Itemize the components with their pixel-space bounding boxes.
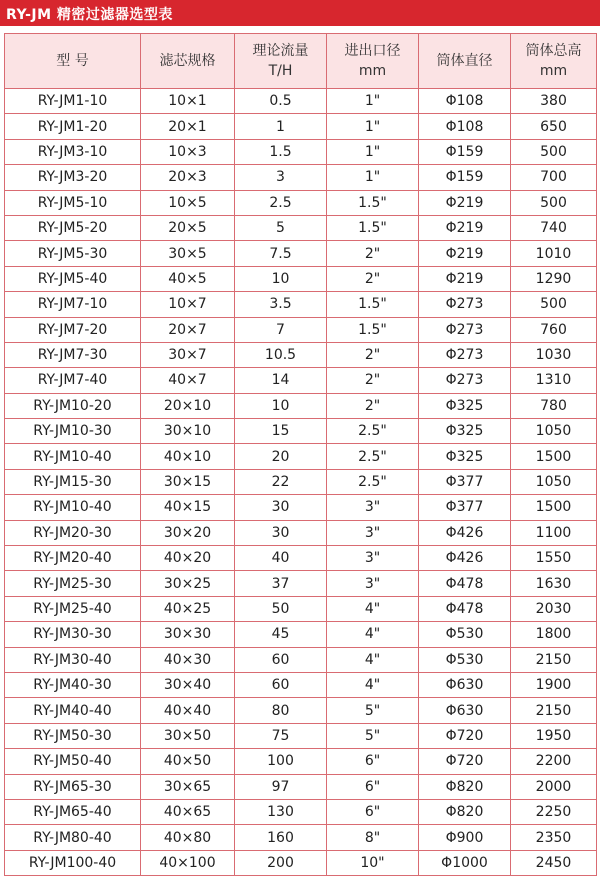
total-height-cell: 2350	[511, 825, 597, 850]
total-height-cell: 1310	[511, 368, 597, 393]
element-spec-cell: 30×30	[141, 622, 235, 647]
element-spec-cell: 40×30	[141, 647, 235, 672]
port-size-cell: 2"	[327, 266, 419, 291]
element-spec-cell: 40×20	[141, 546, 235, 571]
model-cell: RY-JM65-30	[5, 774, 141, 799]
column-header-label: 筒体总高	[525, 43, 582, 59]
port-size-cell: 3"	[327, 495, 419, 520]
shell-diameter-cell: Φ325	[419, 393, 511, 418]
port-size-cell: 1.5"	[327, 190, 419, 215]
flow-rate-cell: 1	[235, 114, 327, 139]
total-height-cell: 2030	[511, 596, 597, 621]
model-cell: RY-JM5-20	[5, 215, 141, 240]
element-spec-cell: 40×65	[141, 799, 235, 824]
model-cell: RY-JM1-10	[5, 89, 141, 114]
shell-diameter-cell: Φ530	[419, 647, 511, 672]
element-spec-cell: 30×5	[141, 241, 235, 266]
model-cell: RY-JM10-30	[5, 419, 141, 444]
total-height-cell: 1800	[511, 622, 597, 647]
shell-diameter-cell: Φ1000	[419, 850, 511, 875]
column-header	[235, 34, 327, 89]
port-size-cell: 3"	[327, 546, 419, 571]
flow-rate-cell: 3	[235, 165, 327, 190]
element-spec-cell: 20×7	[141, 317, 235, 342]
column-header-label: 筒体直径	[436, 53, 493, 69]
shell-diameter-cell: Φ630	[419, 698, 511, 723]
page-title: RY-JM 精密过滤器选型表	[6, 7, 173, 23]
element-spec-cell: 30×25	[141, 571, 235, 596]
flow-rate-cell: 45	[235, 622, 327, 647]
flow-rate-cell: 50	[235, 596, 327, 621]
flow-rate-cell: 60	[235, 647, 327, 672]
column-header	[5, 34, 141, 89]
port-size-cell: 1.5"	[327, 215, 419, 240]
flow-rate-cell: 22	[235, 469, 327, 494]
column-header-unit: mm	[539, 63, 568, 79]
model-cell: RY-JM30-40	[5, 647, 141, 672]
model-cell: RY-JM1-20	[5, 114, 141, 139]
port-size-cell: 3"	[327, 571, 419, 596]
flow-rate-cell: 80	[235, 698, 327, 723]
total-height-cell: 1050	[511, 419, 597, 444]
total-height-cell: 1950	[511, 723, 597, 748]
port-size-cell: 3"	[327, 520, 419, 545]
port-size-cell: 6"	[327, 774, 419, 799]
column-header-label: 理论流量	[252, 43, 309, 59]
shell-diameter-cell: Φ377	[419, 469, 511, 494]
port-size-cell: 6"	[327, 799, 419, 824]
table-row	[5, 165, 597, 190]
port-size-cell: 6"	[327, 749, 419, 774]
selection-table	[4, 33, 597, 876]
total-height-cell: 2450	[511, 850, 597, 875]
model-cell: RY-JM100-40	[5, 850, 141, 875]
flow-rate-cell: 10	[235, 393, 327, 418]
column-header-unit: mm	[358, 63, 387, 79]
table-row	[5, 89, 597, 114]
total-height-cell: 1290	[511, 266, 597, 291]
table-row	[5, 342, 597, 367]
table-row	[5, 825, 597, 850]
shell-diameter-cell: Φ478	[419, 596, 511, 621]
column-header	[141, 34, 235, 89]
flow-rate-cell: 200	[235, 850, 327, 875]
shell-diameter-cell: Φ720	[419, 723, 511, 748]
shell-diameter-cell: Φ325	[419, 444, 511, 469]
flow-rate-cell: 0.5	[235, 89, 327, 114]
table-row	[5, 190, 597, 215]
shell-diameter-cell: Φ219	[419, 190, 511, 215]
flow-rate-cell: 7	[235, 317, 327, 342]
table-row	[5, 393, 597, 418]
element-spec-cell: 20×5	[141, 215, 235, 240]
port-size-cell: 2"	[327, 342, 419, 367]
port-size-cell: 4"	[327, 672, 419, 697]
flow-rate-cell: 1.5	[235, 139, 327, 164]
total-height-cell: 1500	[511, 495, 597, 520]
header-row	[5, 34, 597, 89]
table-row	[5, 850, 597, 875]
flow-rate-cell: 14	[235, 368, 327, 393]
flow-rate-cell: 10	[235, 266, 327, 291]
port-size-cell: 2.5"	[327, 444, 419, 469]
table-row	[5, 495, 597, 520]
total-height-cell: 380	[511, 89, 597, 114]
table-row	[5, 749, 597, 774]
element-spec-cell: 40×25	[141, 596, 235, 621]
table-row	[5, 241, 597, 266]
column-header	[511, 34, 597, 89]
total-height-cell: 1630	[511, 571, 597, 596]
port-size-cell: 1"	[327, 89, 419, 114]
element-spec-cell: 40×40	[141, 698, 235, 723]
total-height-cell: 780	[511, 393, 597, 418]
flow-rate-cell: 160	[235, 825, 327, 850]
element-spec-cell: 20×3	[141, 165, 235, 190]
element-spec-cell: 30×10	[141, 419, 235, 444]
total-height-cell: 2150	[511, 698, 597, 723]
shell-diameter-cell: Φ720	[419, 749, 511, 774]
table-row	[5, 596, 597, 621]
element-spec-cell: 40×5	[141, 266, 235, 291]
table-row	[5, 799, 597, 824]
total-height-cell: 2250	[511, 799, 597, 824]
model-cell: RY-JM20-40	[5, 546, 141, 571]
total-height-cell: 500	[511, 190, 597, 215]
shell-diameter-cell: Φ273	[419, 317, 511, 342]
total-height-cell: 1100	[511, 520, 597, 545]
model-cell: RY-JM80-40	[5, 825, 141, 850]
total-height-cell: 2200	[511, 749, 597, 774]
title-bar	[0, 0, 600, 26]
port-size-cell: 1.5"	[327, 292, 419, 317]
element-spec-cell: 40×15	[141, 495, 235, 520]
flow-rate-cell: 20	[235, 444, 327, 469]
element-spec-cell: 10×1	[141, 89, 235, 114]
total-height-cell: 1050	[511, 469, 597, 494]
flow-rate-cell: 10.5	[235, 342, 327, 367]
model-cell: RY-JM5-10	[5, 190, 141, 215]
flow-rate-cell: 75	[235, 723, 327, 748]
shell-diameter-cell: Φ108	[419, 114, 511, 139]
model-cell: RY-JM25-40	[5, 596, 141, 621]
model-cell: RY-JM40-30	[5, 672, 141, 697]
table-row	[5, 469, 597, 494]
table-row	[5, 266, 597, 291]
flow-rate-cell: 7.5	[235, 241, 327, 266]
model-cell: RY-JM30-30	[5, 622, 141, 647]
shell-diameter-cell: Φ159	[419, 165, 511, 190]
shell-diameter-cell: Φ426	[419, 546, 511, 571]
element-spec-cell: 30×15	[141, 469, 235, 494]
table-row	[5, 139, 597, 164]
total-height-cell: 700	[511, 165, 597, 190]
table-row	[5, 292, 597, 317]
shell-diameter-cell: Φ273	[419, 368, 511, 393]
flow-rate-cell: 30	[235, 520, 327, 545]
shell-diameter-cell: Φ219	[419, 241, 511, 266]
element-spec-cell: 40×10	[141, 444, 235, 469]
port-size-cell: 10"	[327, 850, 419, 875]
model-cell: RY-JM50-30	[5, 723, 141, 748]
model-cell: RY-JM7-40	[5, 368, 141, 393]
table-row	[5, 114, 597, 139]
model-cell: RY-JM10-40	[5, 495, 141, 520]
total-height-cell: 1500	[511, 444, 597, 469]
table-row	[5, 215, 597, 240]
element-spec-cell: 40×80	[141, 825, 235, 850]
table-row	[5, 622, 597, 647]
flow-rate-cell: 60	[235, 672, 327, 697]
model-cell: RY-JM25-30	[5, 571, 141, 596]
total-height-cell: 1010	[511, 241, 597, 266]
column-header-unit: T/H	[268, 63, 293, 79]
shell-diameter-cell: Φ426	[419, 520, 511, 545]
table-row	[5, 723, 597, 748]
flow-rate-cell: 40	[235, 546, 327, 571]
port-size-cell: 1"	[327, 114, 419, 139]
port-size-cell: 4"	[327, 622, 419, 647]
flow-rate-cell: 2.5	[235, 190, 327, 215]
flow-rate-cell: 130	[235, 799, 327, 824]
shell-diameter-cell: Φ377	[419, 495, 511, 520]
model-cell: RY-JM40-40	[5, 698, 141, 723]
flow-rate-cell: 100	[235, 749, 327, 774]
table-row	[5, 520, 597, 545]
table-row	[5, 317, 597, 342]
model-cell: RY-JM10-40	[5, 444, 141, 469]
flow-rate-cell: 5	[235, 215, 327, 240]
element-spec-cell: 20×1	[141, 114, 235, 139]
model-cell: RY-JM10-20	[5, 393, 141, 418]
port-size-cell: 5"	[327, 723, 419, 748]
model-cell: RY-JM7-30	[5, 342, 141, 367]
port-size-cell: 2"	[327, 393, 419, 418]
port-size-cell: 4"	[327, 647, 419, 672]
model-cell: RY-JM15-30	[5, 469, 141, 494]
port-size-cell: 2.5"	[327, 419, 419, 444]
shell-diameter-cell: Φ530	[419, 622, 511, 647]
element-spec-cell: 30×50	[141, 723, 235, 748]
total-height-cell: 1900	[511, 672, 597, 697]
model-cell: RY-JM3-20	[5, 165, 141, 190]
shell-diameter-cell: Φ630	[419, 672, 511, 697]
total-height-cell: 650	[511, 114, 597, 139]
total-height-cell: 740	[511, 215, 597, 240]
element-spec-cell: 40×100	[141, 850, 235, 875]
flow-rate-cell: 15	[235, 419, 327, 444]
port-size-cell: 4"	[327, 596, 419, 621]
flow-rate-cell: 97	[235, 774, 327, 799]
shell-diameter-cell: Φ900	[419, 825, 511, 850]
element-spec-cell: 40×7	[141, 368, 235, 393]
flow-rate-cell: 3.5	[235, 292, 327, 317]
column-header	[327, 34, 419, 89]
column-header-label: 进出口径	[344, 43, 401, 59]
port-size-cell: 1.5"	[327, 317, 419, 342]
shell-diameter-cell: Φ478	[419, 571, 511, 596]
table-row	[5, 444, 597, 469]
table-row	[5, 546, 597, 571]
element-spec-cell: 30×20	[141, 520, 235, 545]
model-cell: RY-JM65-40	[5, 799, 141, 824]
shell-diameter-cell: Φ820	[419, 799, 511, 824]
column-header-label: 滤芯规格	[159, 53, 216, 69]
port-size-cell: 2.5"	[327, 469, 419, 494]
column-header-label: 型 号	[56, 53, 89, 69]
table-row	[5, 419, 597, 444]
element-spec-cell: 10×3	[141, 139, 235, 164]
column-header	[419, 34, 511, 89]
port-size-cell: 8"	[327, 825, 419, 850]
element-spec-cell: 30×40	[141, 672, 235, 697]
total-height-cell: 2000	[511, 774, 597, 799]
port-size-cell: 2"	[327, 368, 419, 393]
table-row	[5, 698, 597, 723]
model-cell: RY-JM5-40	[5, 266, 141, 291]
element-spec-cell: 10×5	[141, 190, 235, 215]
table-header	[5, 34, 597, 89]
table-row	[5, 647, 597, 672]
table-row	[5, 368, 597, 393]
shell-diameter-cell: Φ108	[419, 89, 511, 114]
shell-diameter-cell: Φ273	[419, 292, 511, 317]
table-row	[5, 774, 597, 799]
shell-diameter-cell: Φ159	[419, 139, 511, 164]
total-height-cell: 1550	[511, 546, 597, 571]
table-row	[5, 672, 597, 697]
model-cell: RY-JM50-40	[5, 749, 141, 774]
port-size-cell: 1"	[327, 139, 419, 164]
model-cell: RY-JM7-20	[5, 317, 141, 342]
element-spec-cell: 10×7	[141, 292, 235, 317]
model-cell: RY-JM5-30	[5, 241, 141, 266]
shell-diameter-cell: Φ219	[419, 266, 511, 291]
port-size-cell: 1"	[327, 165, 419, 190]
port-size-cell: 5"	[327, 698, 419, 723]
flow-rate-cell: 37	[235, 571, 327, 596]
total-height-cell: 1030	[511, 342, 597, 367]
element-spec-cell: 30×65	[141, 774, 235, 799]
total-height-cell: 760	[511, 317, 597, 342]
shell-diameter-cell: Φ219	[419, 215, 511, 240]
table-body	[5, 89, 597, 876]
model-cell: RY-JM20-30	[5, 520, 141, 545]
selection-table-container	[4, 33, 596, 876]
port-size-cell: 2"	[327, 241, 419, 266]
shell-diameter-cell: Φ273	[419, 342, 511, 367]
element-spec-cell: 20×10	[141, 393, 235, 418]
total-height-cell: 500	[511, 139, 597, 164]
table-row	[5, 571, 597, 596]
total-height-cell: 2150	[511, 647, 597, 672]
element-spec-cell: 40×50	[141, 749, 235, 774]
model-cell: RY-JM7-10	[5, 292, 141, 317]
model-cell: RY-JM3-10	[5, 139, 141, 164]
shell-diameter-cell: Φ325	[419, 419, 511, 444]
shell-diameter-cell: Φ820	[419, 774, 511, 799]
element-spec-cell: 30×7	[141, 342, 235, 367]
total-height-cell: 500	[511, 292, 597, 317]
flow-rate-cell: 30	[235, 495, 327, 520]
